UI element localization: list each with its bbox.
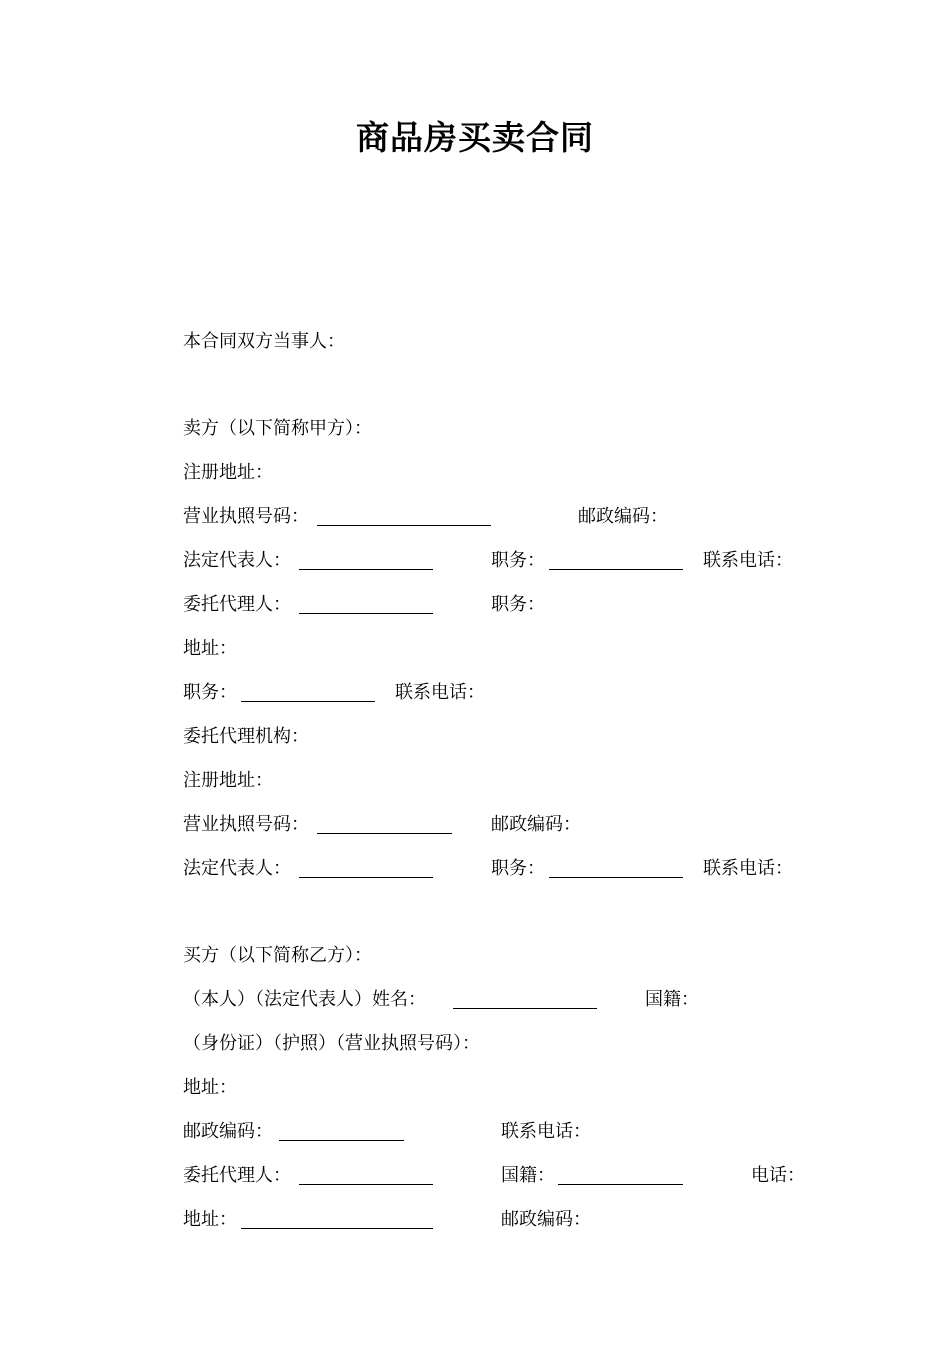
seller-position2-field[interactable] (241, 701, 375, 702)
seller-agent-label: 委托代理人： (183, 594, 291, 615)
seller-heading: 卖方（以下简称甲方）： (183, 418, 372, 439)
seller-position2-row (0, 679, 950, 707)
buyer-agent-postcode-label: 邮政编码： (501, 1209, 591, 1230)
seller-agent-position-label: 职务： (491, 594, 545, 615)
buyer-name-field[interactable] (453, 1008, 597, 1009)
seller-license-row (0, 503, 950, 531)
seller-agent-row (0, 591, 950, 619)
seller-agency-reg-address-label: 注册地址： (183, 770, 273, 791)
seller-agency-position-field[interactable] (549, 877, 683, 878)
buyer-agent-field[interactable] (299, 1184, 433, 1185)
seller-agency-label: 委托代理机构： (183, 726, 309, 747)
buyer-agent-row (0, 1162, 950, 1190)
seller-agency-legal-rep-label: 法定代表人： (183, 858, 291, 879)
seller-legal-rep-row (0, 547, 950, 575)
seller-agency-reg-address-row (0, 767, 950, 795)
buyer-agent-address-field[interactable] (241, 1228, 433, 1229)
seller-license-label: 营业执照号码： (183, 506, 309, 527)
buyer-id-label: （身份证）（护照）（营业执照号码）： (183, 1033, 480, 1054)
seller-position2-label: 职务： (183, 682, 237, 703)
seller-agency-legal-rep-row (0, 855, 950, 883)
seller-agency-row (0, 723, 950, 751)
seller-position-label: 职务： (491, 550, 545, 571)
buyer-agent-phone-label: 电话： (751, 1165, 805, 1186)
seller-agency-phone-label: 联系电话： (703, 858, 793, 879)
seller-agency-license-field[interactable] (317, 833, 452, 834)
buyer-postcode-row (0, 1118, 950, 1146)
buyer-agent-address-row (0, 1206, 950, 1234)
seller-position-field[interactable] (549, 569, 683, 570)
buyer-agent-address-label: 地址： (183, 1209, 237, 1230)
seller-address-row (0, 635, 950, 663)
intro-row (0, 328, 950, 356)
intro-text: 本合同双方当事人： (183, 331, 345, 352)
seller-legal-rep-label: 法定代表人： (183, 550, 291, 571)
buyer-phone-label: 联系电话： (501, 1121, 591, 1142)
buyer-name-label: （本人）（法定代表人）姓名： (183, 989, 426, 1010)
buyer-agent-label: 委托代理人： (183, 1165, 291, 1186)
buyer-name-row (0, 986, 950, 1014)
seller-postcode-label: 邮政编码： (578, 506, 668, 527)
seller-agency-postcode-label: 邮政编码： (491, 814, 581, 835)
seller-address-label: 地址： (183, 638, 237, 659)
buyer-agent-nationality-field[interactable] (558, 1184, 683, 1185)
buyer-postcode-label: 邮政编码： (183, 1121, 273, 1142)
seller-reg-address-row (0, 459, 950, 487)
seller-heading-row (0, 415, 950, 443)
seller-agency-license-row (0, 811, 950, 839)
buyer-nationality-label: 国籍： (645, 989, 699, 1010)
seller-agency-position-label: 职务： (491, 858, 545, 879)
buyer-agent-nationality-label: 国籍： (501, 1165, 555, 1186)
buyer-heading-row (0, 942, 950, 970)
seller-phone2-label: 联系电话： (395, 682, 485, 703)
buyer-address-label: 地址： (183, 1077, 237, 1098)
seller-reg-address-label: 注册地址： (183, 462, 273, 483)
buyer-id-row (0, 1030, 950, 1058)
seller-license-field[interactable] (317, 525, 491, 526)
seller-phone-label: 联系电话： (703, 550, 793, 571)
document-title: 商品房买卖合同 (356, 118, 594, 157)
seller-agency-license-label: 营业执照号码： (183, 814, 309, 835)
seller-agency-legal-rep-field[interactable] (299, 877, 433, 878)
buyer-postcode-field[interactable] (279, 1140, 404, 1141)
seller-agent-field[interactable] (299, 613, 433, 614)
buyer-address-row (0, 1074, 950, 1102)
buyer-heading: 买方（以下简称乙方）： (183, 945, 372, 966)
seller-legal-rep-field[interactable] (299, 569, 433, 570)
